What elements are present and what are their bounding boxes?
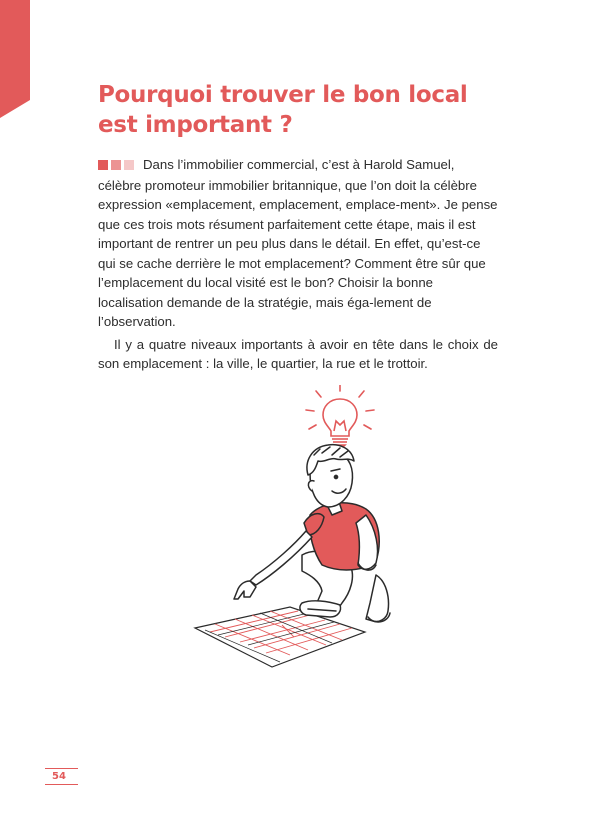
section-title-line-2: est important ? bbox=[98, 112, 293, 138]
city-map-icon bbox=[195, 607, 365, 667]
body-text bbox=[98, 155, 498, 374]
paragraph-intro bbox=[98, 155, 498, 332]
page-number: 54 bbox=[45, 768, 78, 785]
section-title bbox=[98, 80, 518, 140]
paragraph-intro-text: Dans l’immobilier commercial, c’est à Harold Samuel, célèbre promoteur immobilier britannique, que l’on doit la célèbre expression «emplacement, emplacement, emplace-ment». Je pense que ces trois mots résument parfaitement cette étape, mais il est important de rentrer un peu plus dans le détail. En effet, qu’est-ce qui se cache derrière le mot emplacement? Comment être sûr que l’emplacement du local visité est le bon? Choisir la bonne localisation demande de la stratégie, mais éga-lement de l’observation. bbox=[98, 157, 498, 329]
person-icon bbox=[234, 445, 390, 622]
person-map-lightbulb-illustration bbox=[190, 385, 410, 670]
section-title-line-1: Pourquoi trouver le bon local bbox=[98, 82, 468, 108]
lightbulb-icon bbox=[323, 399, 357, 448]
paragraph-levels: Il y a quatre niveaux importants à avoir en tête dans le choix de son emplacement : la ville, le quartier, la rue et le trottoir. bbox=[98, 336, 498, 371]
corner-accent-tab bbox=[0, 0, 30, 118]
decorative-squares-icon bbox=[98, 156, 137, 176]
